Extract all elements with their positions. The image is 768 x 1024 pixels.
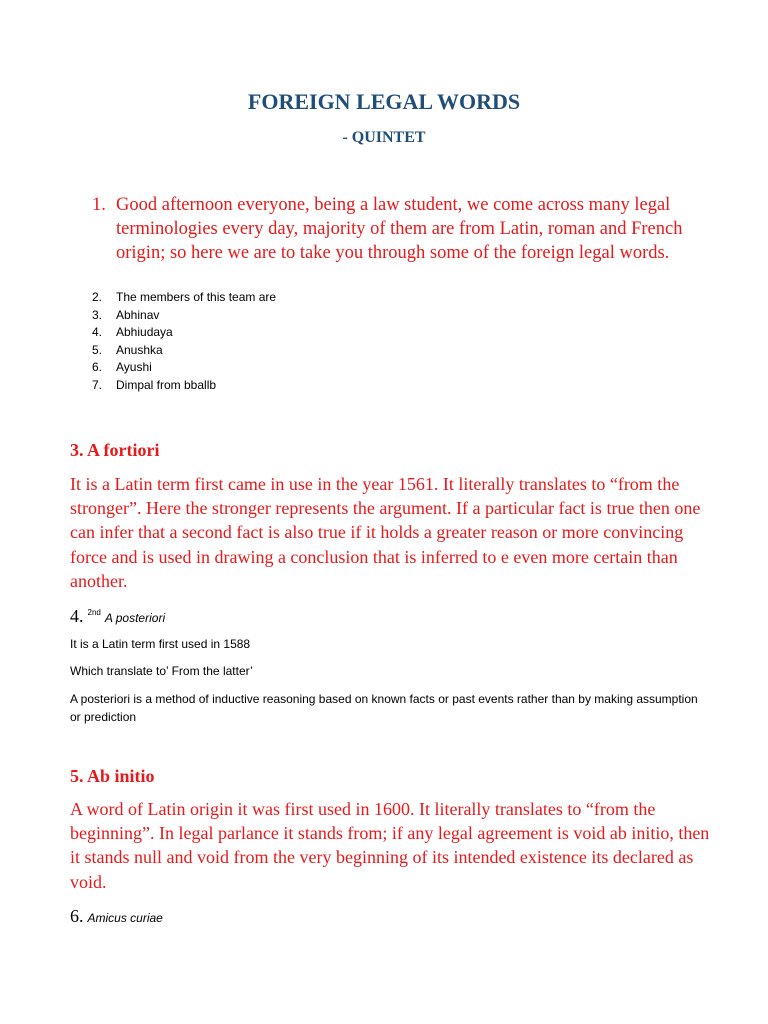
list-item-number: 7. <box>92 377 103 392</box>
section-4-number: 4. <box>70 606 84 626</box>
list-item-text: Anushka <box>116 342 163 357</box>
section-4-line-3: A posteriori is a method of inductive reasoning based on known facts or past events rather than by making assumption or prediction <box>70 692 698 724</box>
page-title: FOREIGN LEGAL WORDS <box>247 89 521 114</box>
section-3-heading: 3. A fortiori <box>70 440 160 460</box>
section-6-number: 6. <box>70 906 84 926</box>
list-item-number: 6. <box>92 360 103 375</box>
list-item-number: 4. <box>92 325 103 340</box>
list-item-text: Abhiudaya <box>116 325 173 340</box>
list-item-text: Ayushi <box>116 360 152 375</box>
list-item <box>92 377 592 395</box>
list-item-text: The members of this team are <box>116 290 277 304</box>
list-item <box>92 307 592 325</box>
list-item-number: 3. <box>92 307 103 322</box>
section-6-term: Amicus curiae <box>87 911 163 925</box>
section-4-superscript: 2nd <box>87 608 101 617</box>
section-4-line-2: Which translate to’ From the latter’ <box>70 664 253 678</box>
intro-number: 1. <box>92 195 106 215</box>
section-5-heading: 5. Ab initio <box>70 766 155 786</box>
section-4-line-1: It is a Latin term first used in 1588 <box>70 637 251 651</box>
list-item <box>92 289 592 307</box>
section-6-heading <box>70 905 163 929</box>
section-4-heading <box>70 602 165 629</box>
section-4-term: A posteriori <box>104 611 166 625</box>
section-5-body: A word of Latin origin it was first used in 1600. It literally translates to “from the beginning”. In legal parlance it stands from; if any legal agreement is void ab initio, then it stands null and void from the very beginning of its intended existence its declared as void. <box>70 799 710 892</box>
team-list <box>92 289 592 395</box>
intro-paragraph: Good afternoon everyone, being a law student, we come across many legal terminologies every day, majority of them are from Latin, roman and French origin; so here we are to take you through some of the foreign legal words. <box>116 195 683 264</box>
list-item-text: Abhinav <box>116 307 160 322</box>
list-item-text: Dimpal from bballb <box>116 377 217 392</box>
list-item-number: 5. <box>92 342 103 357</box>
page-subtitle: - QUINTET <box>342 129 426 146</box>
section-3-body: It is a Latin term first came in use in the year 1561. It literally translates to “from the stronger”. Here the stronger represents the argument. If a particular fact is true then one can infer that a second fact is also true if it holds a greater reason or more convincing force and is used in drawing a conclusion that is inferred to e even more certain than another. <box>70 474 701 591</box>
list-item <box>92 359 592 377</box>
list-item <box>92 342 592 360</box>
list-item <box>92 324 592 342</box>
list-item-number: 2. <box>92 290 103 304</box>
